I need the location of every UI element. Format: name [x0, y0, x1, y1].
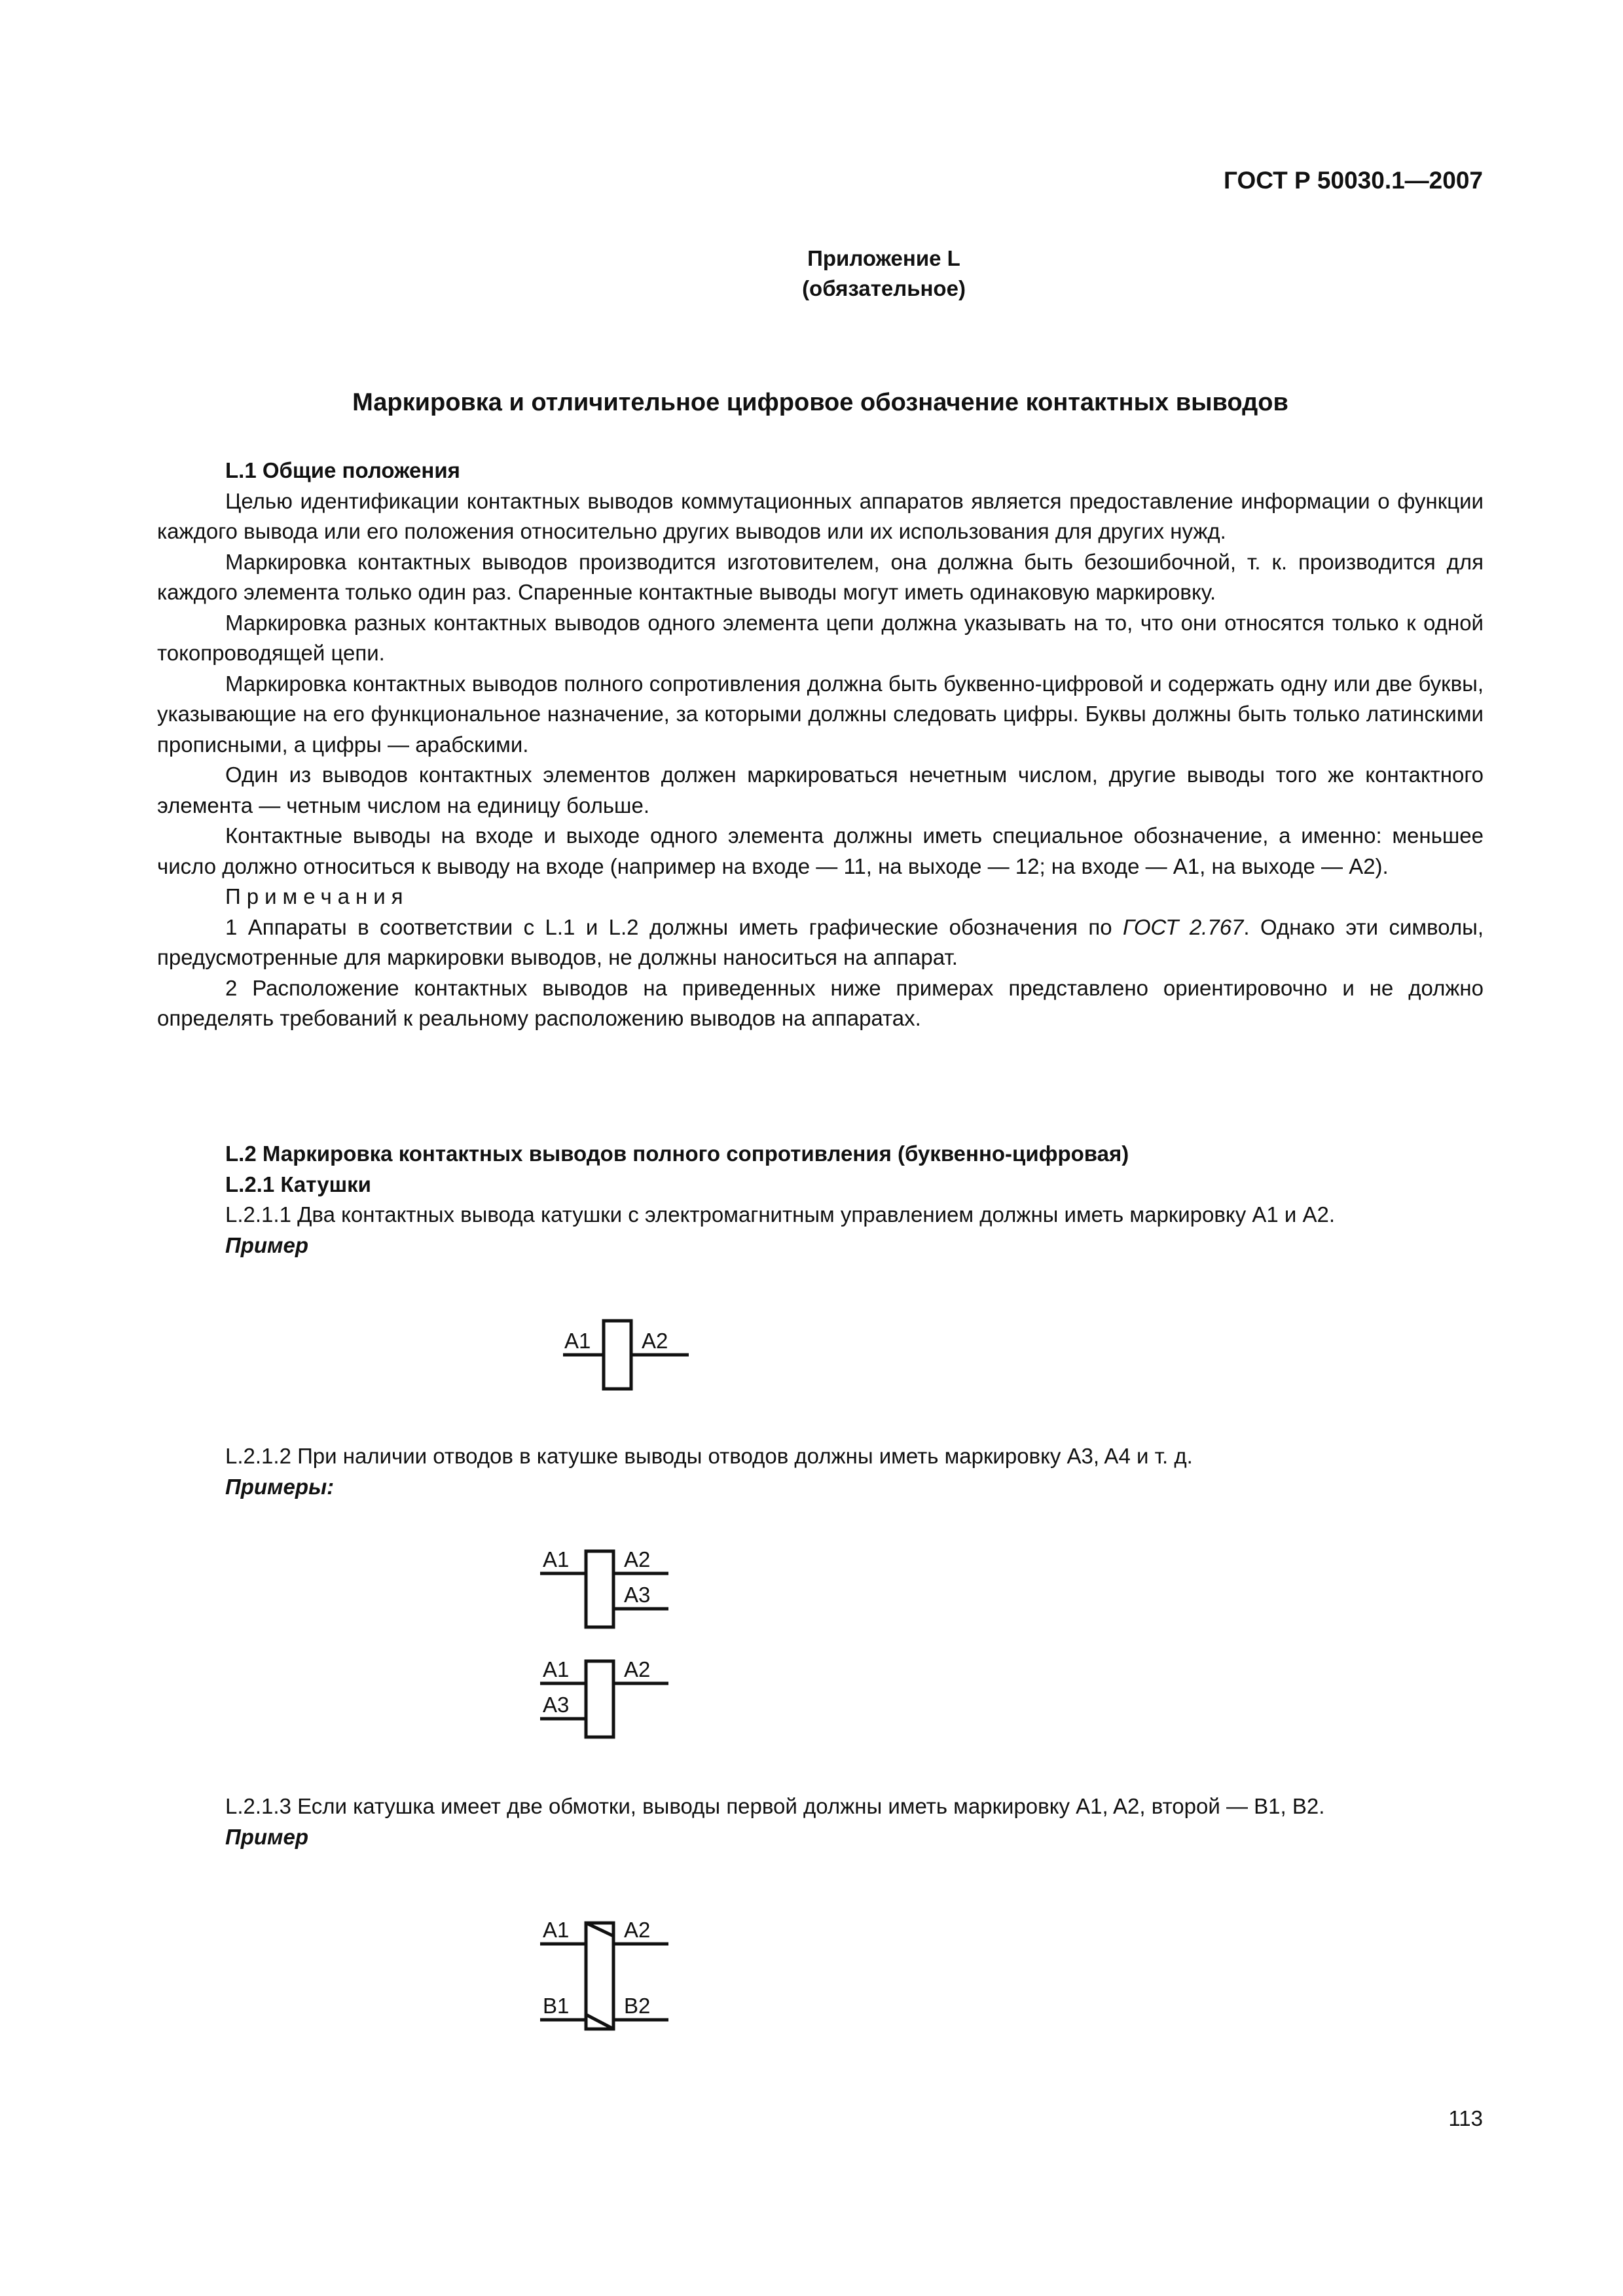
- terminal-label-b2: B2: [624, 1994, 651, 2018]
- section-heading: L.1 Общие положения: [225, 458, 460, 482]
- terminal-label-a2: A2: [642, 1329, 668, 1353]
- paragraph-l212: [157, 1441, 1484, 1502]
- example-label: Пример: [225, 1232, 308, 1257]
- terminal-label-a2: A2: [624, 1918, 651, 1942]
- paragraph: L.2.1.3 Если катушка имеет две обмотки, выводы первой должны иметь маркировку A1, A2, второй — B1, B2.: [225, 1794, 1325, 1818]
- coil-diagram-simple: [550, 1309, 701, 1401]
- paragraph: Маркировка контактных выводов производится изготовителем, она должна быть безошибочной, т. к. производится для каждого элемента только один раз. Спаренные контактные выводы могут иметь одинаковую маркировку.: [157, 549, 1484, 604]
- coil-symbol: [586, 1551, 613, 1627]
- note-2: 2 Расположение контактных выводов на приведенных ниже примерах представлено ориентировочно и не должно определять требований к реальному расположению выводов на аппаратах.: [157, 975, 1484, 1030]
- paragraph: Маркировка контактных выводов полного сопротивления должна быть буквенно-цифровой и содержать одну или две буквы, указывающие на его функциональное назначение, за которыми должны следовать цифры. Буквы должны быть только латинскими прописными, а цифры — арабскими.: [157, 671, 1484, 757]
- terminal-label-a3: A3: [624, 1583, 651, 1607]
- terminal-label-a1: A1: [543, 1657, 570, 1681]
- terminal-label-a2: A2: [624, 1547, 651, 1571]
- winding-mark-top: [586, 1923, 613, 1936]
- annex-status: (обязательное): [802, 276, 966, 300]
- annex-title: Приложение L: [807, 246, 960, 270]
- paragraph: Контактные выводы на входе и выходе одного элемента должны иметь специальное обозначение, а именно: меньшее число должно относиться к выводу на входе (например на входе — 11, на выходе — 12; на входе — A1, на выходе — A2).: [157, 823, 1484, 878]
- note-1-text: 1 Аппараты в соответствии с L.1 и L.2 должны иметь графические обозначения по: [225, 914, 1123, 939]
- standard-reference: ГОСТ 2.767: [1123, 914, 1244, 939]
- section-heading: L.2 Маркировка контактных выводов полного сопротивления (буквенно-цифровая): [225, 1141, 1129, 1166]
- standard-number: ГОСТ Р 50030.1—2007: [1224, 167, 1483, 194]
- section-l1: [157, 456, 1484, 1034]
- paragraph: Маркировка разных контактных выводов одного элемента цепи должна указывать на то, что они относятся только к одной токопроводящей цепи.: [157, 610, 1484, 665]
- note-1: [157, 912, 1484, 973]
- examples-label: [157, 1472, 1484, 1503]
- terminal-label-a3: A3: [543, 1693, 570, 1717]
- paragraph-l213: [157, 1791, 1484, 1852]
- coil-diagram-tap-left: [534, 1648, 684, 1753]
- example-label: Пример: [225, 1824, 308, 1849]
- coil-symbol: [604, 1321, 631, 1389]
- terminal-label-a2: A2: [624, 1657, 651, 1681]
- document-title: Маркировка и отличительное цифровое обозначение контактных выводов: [352, 389, 1288, 416]
- examples-label-colon: :: [327, 1474, 335, 1499]
- coil-diagram-tap-right: [534, 1538, 684, 1643]
- winding-mark-bottom: [586, 2015, 613, 2029]
- terminal-label-b1: B1: [543, 1994, 570, 2018]
- coil-symbol: [586, 1923, 613, 2029]
- paragraph: L.2.1.2 При наличии отводов в катушке выводы отводов должны иметь маркировку A3, A4 и т. д.: [225, 1444, 1193, 1468]
- terminal-label-a1: A1: [564, 1329, 591, 1353]
- notes-heading: Примечания: [225, 884, 409, 908]
- subsection-heading: L.2.1 Катушки: [225, 1172, 371, 1196]
- examples-label-text: Примеры: [225, 1474, 327, 1499]
- section-l2: [157, 1139, 1484, 1261]
- paragraph: Один из выводов контактных элементов должен маркироваться нечетным числом, другие выводы того же контактного элемента — четным числом на единицу больше.: [157, 762, 1484, 817]
- paragraph: L.2.1.1 Два контактных вывода катушки с электромагнитным управлением должны иметь маркировку A1 и A2.: [225, 1202, 1336, 1227]
- note-1-text-end: . Однако эти символы, предусмотренные для маркировки выводов, не должны наноситься на аппарат.: [157, 914, 1484, 969]
- paragraph: Целью идентификации контактных выводов коммутационных аппаратов является предоставление информации о функции каждого вывода или его положения относительно других выводов или их использования для других нужд.: [157, 488, 1484, 543]
- coil-symbol: [586, 1661, 613, 1737]
- page-number: 113: [1448, 2106, 1483, 2130]
- terminal-label-a1: A1: [543, 1547, 570, 1571]
- coil-diagram-two-windings: [534, 1910, 684, 2041]
- terminal-label-a1: A1: [543, 1918, 570, 1942]
